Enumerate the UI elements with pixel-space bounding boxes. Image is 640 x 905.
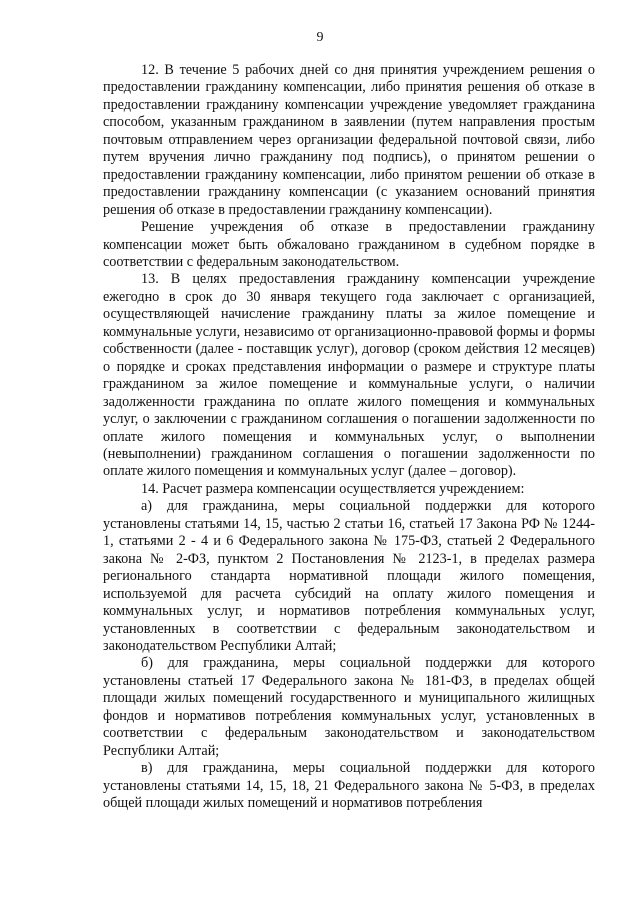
- paragraph-appeal: Решение учреждения об отказе в предоставлении гражданину компенсации может быть обжаловано гражданином в судебном порядке в соответствии с федеральным законодательством.: [103, 219, 595, 270]
- paragraph-14-v: в) для гражданина, меры социальной поддержки для которого установлены статьями 14, 15, 18, 21 Федерального закона № 5-ФЗ, в пределах общей площади жилых помещений и нормативов потребления: [103, 760, 595, 812]
- paragraph-14-b: б) для гражданина, меры социальной поддержки для которого установлены статьей 17 Федерального закона № 181-ФЗ, в пределах общей площади жилых помещений государственного и муниципального жилищных фондов и нормативов потребления коммунальных услуг, установленных в соответствии с федеральным законодательством и законодательством Республики Алтай;: [103, 655, 595, 759]
- paragraph-12: 12. В течение 5 рабочих дней со дня принятия учреждением решения о предоставлении гражданину компенсации, либо принятия решения об отказе в предоставлении гражданину компенсации учреждение уведомляет гражданина способом, указанным гражданином в заявлении (путем направления простым почтовым отправлением через организации федеральной почтовой связи, либо путем вручения лично гражданину под подпись), о принятом решении о предоставлении гражданину компенсации, либо принятом решении об отказе в предоставлении гражданину компенсации (с указанием оснований принятия решения об отказе в предоставлении гражданину компенсации).: [103, 62, 595, 218]
- paragraph-14-a: а) для гражданина, меры социальной поддержки для которого установлены статьями 14, 15, частью 2 статьи 16, статьей 17 Закона РФ № 1244-1, статьями 2 - 4 и 6 Федерального закона № 175-ФЗ, статьей 2 Федерального закона № 2-ФЗ, пунктом 2 Постановления № 2123-1, в пределах размера регионального стандарта нормативной площади жилого помещения, используемой для расчета субсидий на оплату жилого помещения и коммунальных услуг, и нормативов потребления коммунальных услуг, установленных в соответствии с федеральным законодательством и законодательством Республики Алтай;: [103, 498, 595, 654]
- page-number: 9: [316, 30, 324, 45]
- paragraph-14: 14. Расчет размера компенсации осуществляется учреждением:: [141, 480, 525, 497]
- paragraph-13: 13. В целях предоставления гражданину компенсации учреждение ежегодно в срок до 30 января текущего года заключает с организацией, осуществляющей начисление гражданину платы за жилое помещение и коммунальные услуги, независимо от организационно-правовой формы и формы собственности (далее - поставщик услуг), договор (сроком действия 12 месяцев) о порядке и сроках представления информации о размере и структуре платы гражданином за жилое помещение и коммунальные услуги, о наличии задолженности гражданина по оплате жилого помещения и коммунальных услуг, о заключении с гражданином соглашения о погашении задолженности по оплате жилого помещения и коммунальных услуг, о выполнении (невыполнении) гражданином соглашения о погашении задолженности по оплате жилого помещения и коммунальных услуг (далее – договор).: [103, 271, 595, 480]
- document-body: [103, 62, 595, 812]
